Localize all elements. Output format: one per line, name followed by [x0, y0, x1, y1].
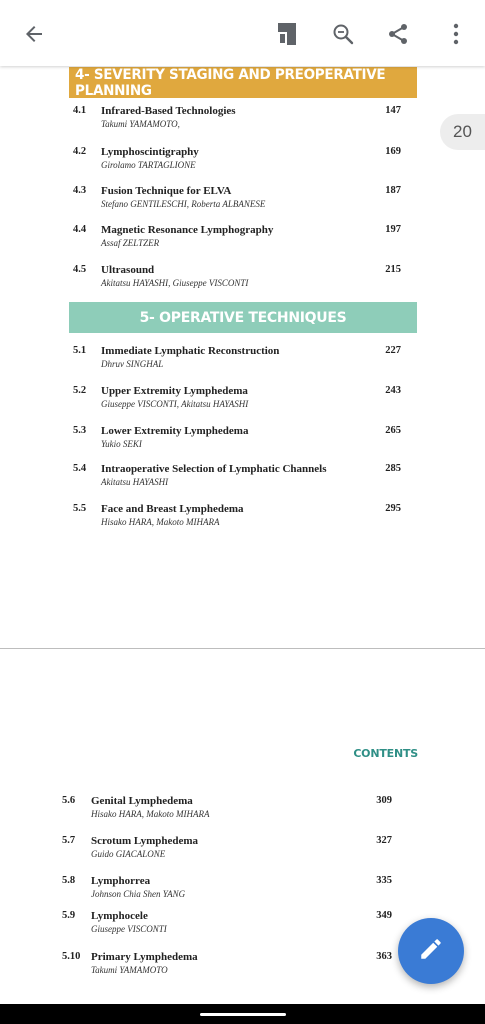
entry-page: 227: [385, 345, 401, 356]
view-mode-button[interactable]: [265, 12, 309, 56]
entry-title: Lymphocele: [91, 910, 148, 922]
entry-page: 327: [376, 835, 392, 846]
section-heading: 5- OPERATIVE TECHNIQUES: [139, 309, 347, 326]
entry-number: 5.2: [73, 385, 87, 396]
entry-page: 215: [385, 264, 401, 275]
section-heading: 4- SEVERITY STAGING AND PREOPERATIVE PLANNING: [75, 66, 386, 99]
toc-entry[interactable]: [0, 264, 485, 296]
entry-title: Face and Breast Lymphedema: [101, 503, 244, 515]
entry-number: 5.4: [73, 463, 87, 474]
find-button[interactable]: [321, 12, 365, 56]
more-options-button[interactable]: [434, 12, 478, 56]
entry-number: 5.10: [62, 951, 81, 962]
entry-number: 5.9: [62, 910, 76, 921]
entry-title: Lymphoscintigraphy: [101, 146, 199, 158]
entry-number: 5.7: [62, 835, 76, 846]
entry-page: 197: [385, 224, 401, 235]
toc-entry[interactable]: [0, 385, 485, 417]
entry-page: 309: [376, 795, 392, 806]
toc-entry[interactable]: [0, 835, 485, 867]
entry-number: 5.8: [62, 875, 76, 886]
entry-page: 295: [385, 503, 401, 514]
page-number-badge: [440, 114, 485, 150]
entry-title: Ultrasound: [101, 264, 155, 276]
entry-title: Immediate Lymphatic Reconstruction: [101, 345, 280, 357]
entry-title: Lymphorrea: [91, 875, 151, 887]
entry-number: 5.5: [73, 503, 87, 514]
entry-number: 4.5: [73, 264, 87, 275]
toc-entry[interactable]: [0, 425, 485, 457]
toc-entry[interactable]: [0, 185, 485, 217]
home-gesture-handle[interactable]: [200, 1013, 286, 1016]
entry-title: Infrared-Based Technologies: [101, 105, 236, 117]
entry-authors: Giuseppe VISCONTI: [91, 924, 167, 934]
entry-title: Fusion Technique for ELVA: [101, 185, 232, 197]
pencil-edit-icon: [418, 936, 444, 967]
app-bar: [0, 0, 485, 66]
arrow-left-icon: [22, 22, 46, 46]
entry-title: Primary Lymphedema: [91, 951, 198, 963]
entry-page: 363: [376, 951, 392, 962]
entry-page: 335: [376, 875, 392, 886]
entry-authors: Stefano GENTILESCHI, Roberta ALBANESE: [101, 199, 266, 209]
toc-entry[interactable]: [0, 875, 485, 907]
edit-fab-button[interactable]: [398, 918, 464, 984]
entry-title: Upper Extremity Lymphedema: [101, 385, 248, 397]
entry-page: 285: [385, 463, 401, 474]
page-number-label: 20: [453, 122, 472, 141]
entry-authors: Guido GIACALONE: [91, 849, 166, 859]
entry-authors: Girolamo TARTAGLIONE: [101, 160, 196, 170]
toc-entry[interactable]: [0, 224, 485, 256]
entry-page: 147: [385, 105, 401, 116]
toc-entry[interactable]: [0, 105, 485, 137]
entry-number: 4.3: [73, 185, 87, 196]
running-head: CONTENTS: [353, 747, 418, 760]
entry-page: 187: [385, 185, 401, 196]
search-zoom-icon: [331, 22, 355, 46]
entry-authors: Giuseppe VISCONTI, Akitatsu HAYASHI: [101, 399, 249, 409]
entry-title: Intraoperative Selection of Lymphatic Channels: [101, 463, 327, 475]
entry-title: Genital Lymphedema: [91, 795, 193, 807]
entry-authors: Assaf ZELTZER: [101, 238, 160, 248]
toc-entry[interactable]: [0, 345, 485, 377]
entry-number: 5.6: [62, 795, 76, 806]
entry-page: 349: [376, 910, 392, 921]
entry-number: 4.1: [73, 105, 87, 116]
entry-authors: Hisako HARA, Makoto MIHARA: [101, 517, 220, 527]
entry-title: Magnetic Resonance Lymphography: [101, 224, 274, 236]
entry-title: Scrotum Lymphedema: [91, 835, 199, 847]
document-view-icon: [276, 21, 298, 47]
share-button[interactable]: [376, 12, 420, 56]
entry-page: 265: [385, 425, 401, 436]
section-banner-5: [69, 302, 417, 333]
toc-entry[interactable]: [0, 463, 485, 495]
toc-entry[interactable]: [0, 795, 485, 827]
section-banner-4: [69, 67, 417, 98]
entry-number: 4.2: [73, 146, 87, 157]
entry-number: 5.3: [73, 425, 87, 436]
entry-authors: Takumi YAMAMOTO: [91, 965, 168, 975]
entry-title: Lower Extremity Lymphedema: [101, 425, 249, 437]
toc-entry[interactable]: [0, 146, 485, 178]
entry-authors: Yukio SEKI: [101, 439, 142, 449]
entry-number: 5.1: [73, 345, 87, 356]
toc-entry[interactable]: [0, 503, 485, 535]
more-vert-icon: [453, 23, 459, 45]
entry-authors: Akitatsu HAYASHI: [101, 477, 169, 487]
entry-authors: Takumi YAMAMOTO,: [101, 119, 180, 129]
entry-authors: Akitatsu HAYASHI, Giuseppe VISCONTI: [101, 278, 249, 288]
entry-number: 4.4: [73, 224, 87, 235]
entry-authors: Hisako HARA, Makoto MIHARA: [91, 809, 210, 819]
system-nav-bar: [0, 1004, 485, 1024]
entry-page: 243: [385, 385, 401, 396]
entry-authors: Johnson Chia Shen YANG: [91, 889, 186, 899]
back-button[interactable]: [12, 12, 56, 56]
entry-authors: Dhruv SINGHAL: [101, 359, 164, 369]
share-icon: [386, 22, 410, 46]
entry-page: 169: [385, 146, 401, 157]
